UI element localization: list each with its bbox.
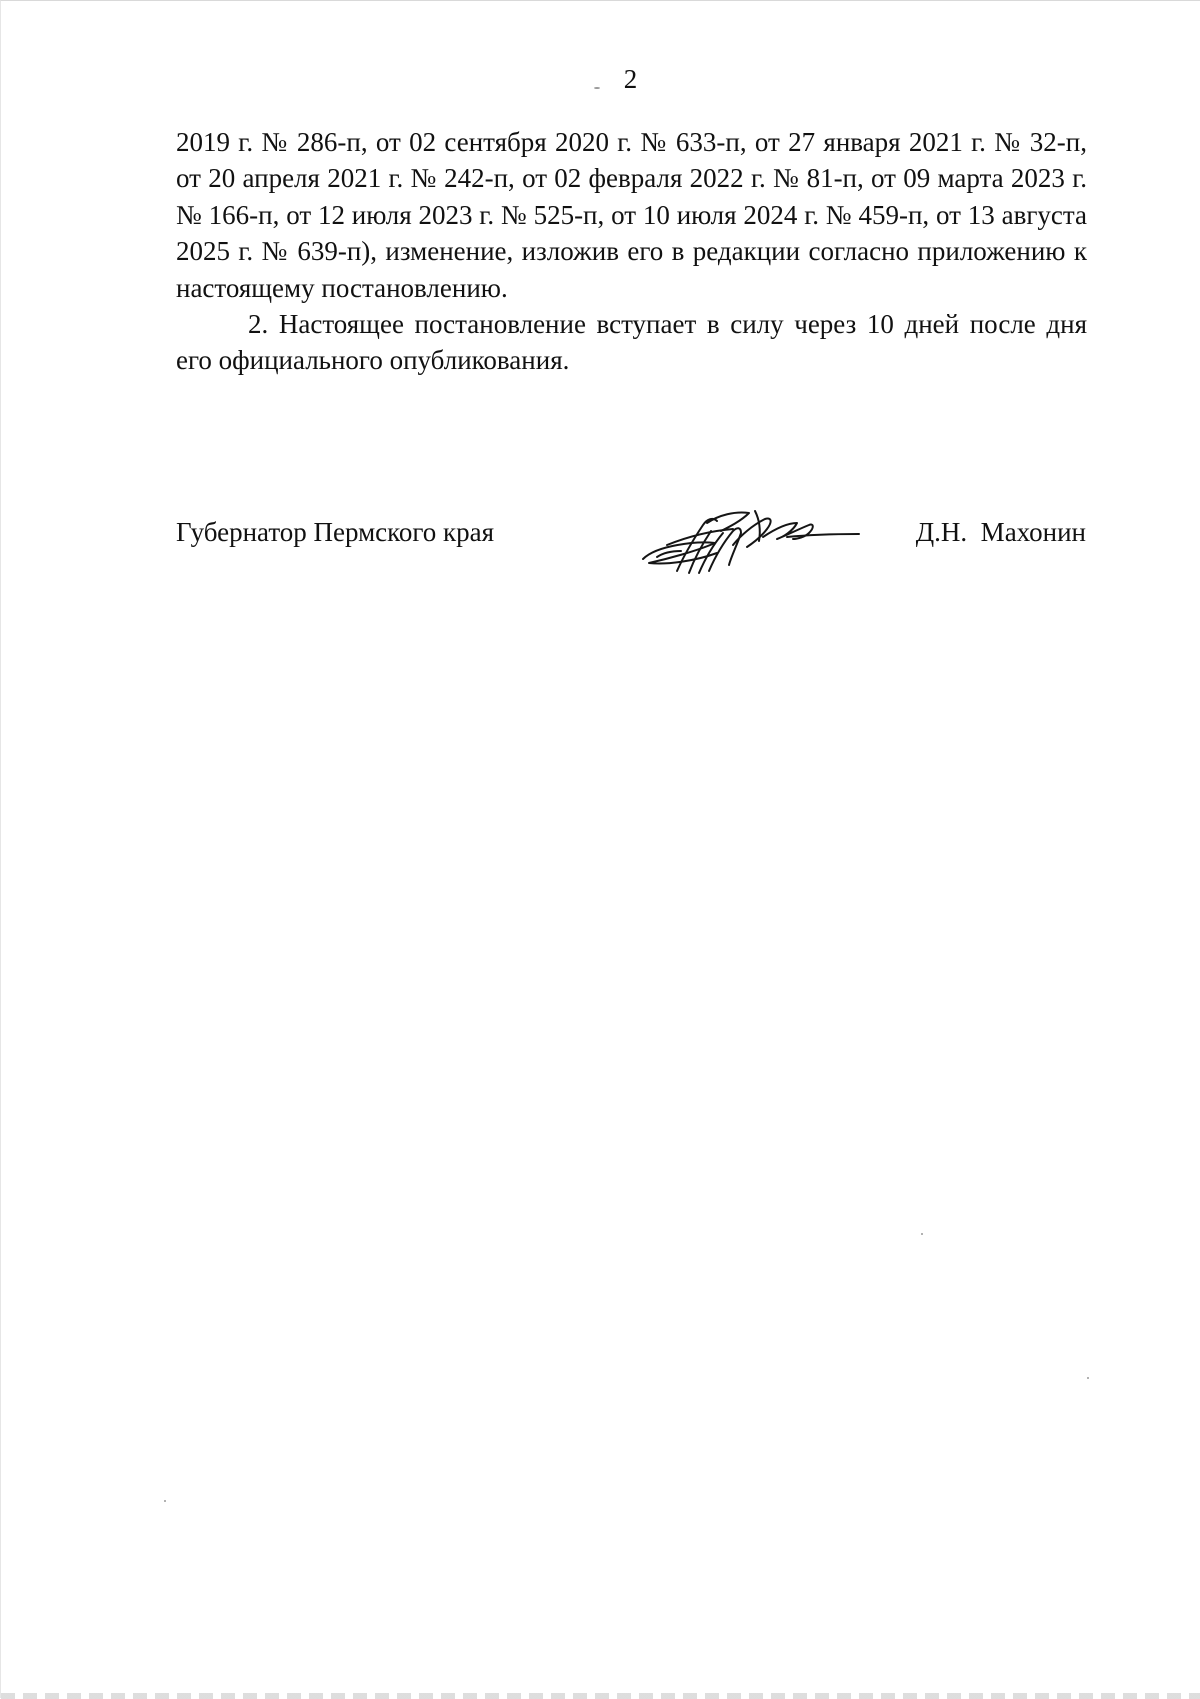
page-number: 2 [623,64,638,94]
document-body [176,124,1087,379]
paragraph-effective-date: 2. Настоящее постановление вступает в силу через 10 дней после дня его официального опубликования. [176,309,1087,376]
handwritten-signature [637,501,865,579]
scan-bottom-edge [1,1693,1200,1699]
scan-speck [921,1233,923,1235]
scan-speck [1087,1377,1089,1379]
signatory-position: Губернатор Пермского края [176,517,495,547]
scan-speck [594,87,600,89]
scan-speck [164,1500,166,1502]
signatory-name: Д.Н. Махонин [915,517,1086,547]
paragraph-continuation: 2019 г. № 286-п, от 02 сентября 2020 г. № 633-п, от 27 января 2021 г. № 32-п, от 20 апреля 2021 г. № 242-п, от 02 февраля 2022 г. № 81-п, от 09 марта 2023 г. № 166-п, от 12 июля 2023 г. № 525-п, от 10 июля 2024 г. № 459-п, от 13 августа 2025 г. № 639-п), изменение, изложив его в редакции согласно приложению к настоящему постановлению. [176,127,1087,303]
